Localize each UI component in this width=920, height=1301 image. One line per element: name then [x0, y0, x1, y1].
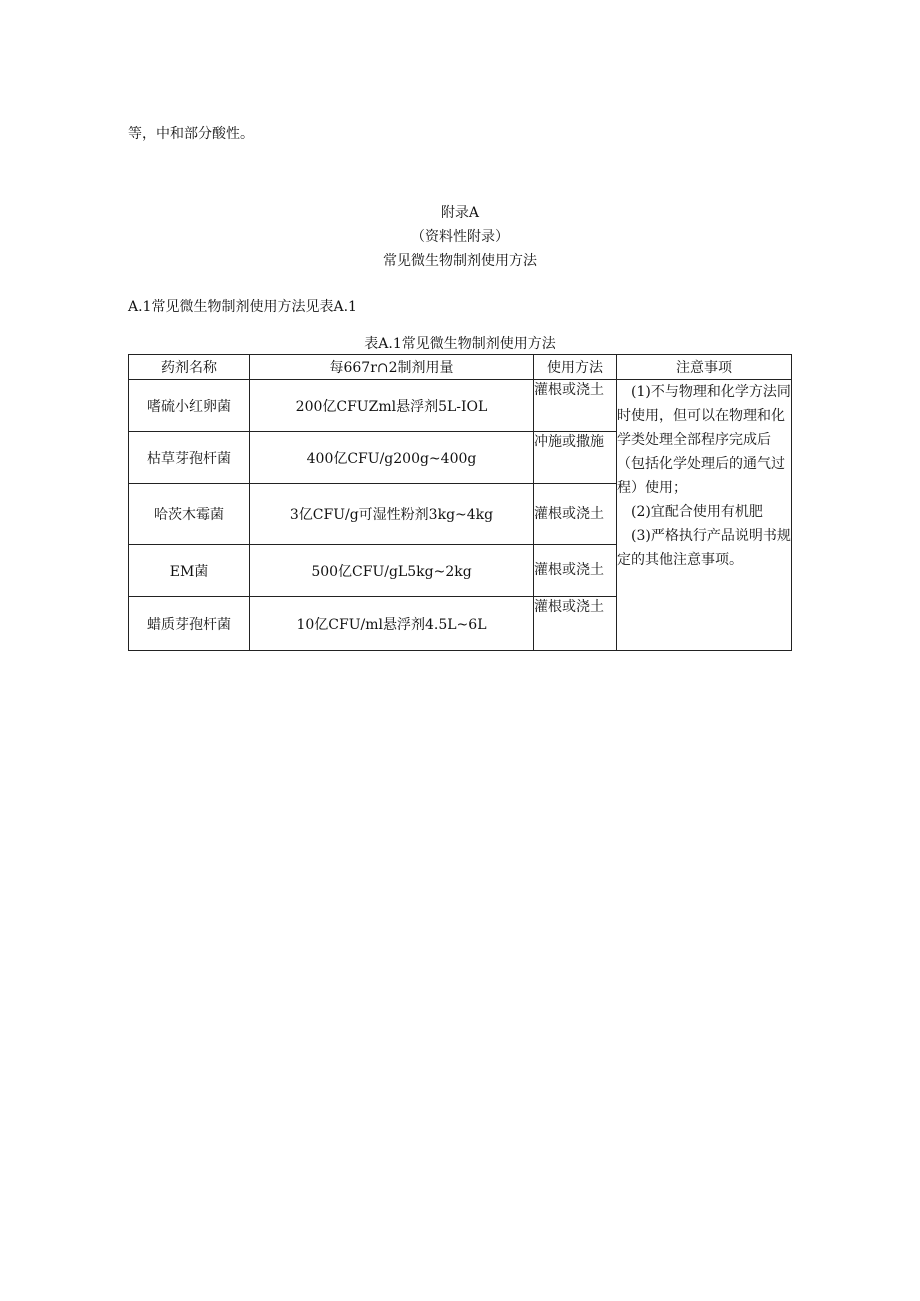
- notes-cell: [617, 380, 792, 651]
- dosage-cell: 500亿CFU/gL5kg~2kg: [250, 545, 534, 597]
- appendix-title: 附录A: [440, 205, 480, 221]
- method-cell: 灌根或浇土: [534, 545, 617, 597]
- dosage-cell: 3亿CFU/g可湿性粉剂3kg~4kg: [250, 484, 534, 545]
- dosage-cell: 200亿CFUZml悬浮剂5L-IOL: [250, 380, 534, 432]
- note-item: (2)宜配合使用有机肥: [631, 504, 763, 520]
- table-row: [129, 380, 792, 432]
- agent-name-cell: 嗜硫小红卵菌: [129, 380, 250, 432]
- agent-name-cell: EM菌: [129, 545, 250, 597]
- body-text-line: 等，中和部分酸性。: [128, 126, 254, 142]
- method-cell: 灌根或浇土: [534, 484, 617, 545]
- table-header-row: [129, 355, 792, 380]
- agent-name-cell: 枯草芽孢杆菌: [129, 432, 250, 484]
- microbial-agent-table: [128, 354, 792, 651]
- dosage-cell: 10亿CFU/ml悬浮剂4.5L~6L: [250, 597, 534, 651]
- method-cell: 冲施或撒施: [534, 432, 617, 484]
- dosage-cell: 400亿CFU/g200g~400g: [250, 432, 534, 484]
- method-cell: 灌根或浇土: [534, 380, 617, 432]
- header-notes: 注意事项: [617, 355, 792, 380]
- header-agent-name: 药剂名称: [129, 355, 250, 380]
- header-method: 使用方法: [534, 355, 617, 380]
- agent-name-cell: 蜡质芽孢杆菌: [129, 597, 250, 651]
- appendix-subtitle: （资料性附录）: [411, 229, 509, 245]
- method-cell: 灌根或浇土: [534, 597, 617, 651]
- note-item: (1)不与物理和化学方法同时使用，但可以在物理和化学类处理全部程序完成后（包括化学处理后的通气过程）使用；: [617, 384, 791, 496]
- appendix-heading: 常见微生物制剂使用方法: [383, 253, 537, 269]
- note-item: (3)严格执行产品说明书规定的其他注意事项。: [617, 528, 791, 568]
- header-dosage: 每667r∩2制剂用量: [250, 355, 534, 380]
- section-line: A.1常见微生物制剂使用方法见表A.1: [128, 299, 357, 315]
- agent-name-cell: 哈茨木霉菌: [129, 484, 250, 545]
- table-caption: 表A.1常见微生物制剂使用方法: [364, 336, 556, 352]
